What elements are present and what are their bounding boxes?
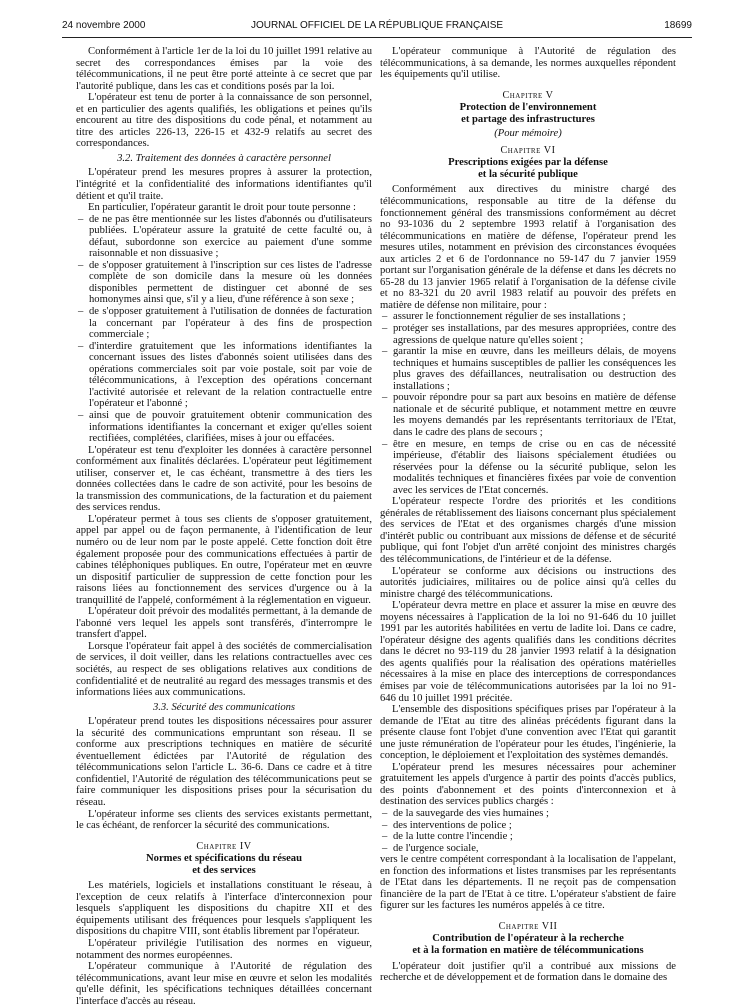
chapter-heading: Chapitre IV (196, 840, 252, 852)
paragraph: L'opérateur se conforme aux décisions ou instructions des autorités judiciaires, militaires ou de police ainsi qu'à celles du ministre chargé des télécommunications. (380, 565, 676, 600)
chapter-title-line: Contribution de l'opérateur à la recherche (432, 933, 624, 945)
list-item: – d'interdire gratuitement que les informations identifiantes la concernant issues des listes d'abonnés soient utilisées dans des opérations commerciales soit par voie postale, soit par voie de télécommunications, à l'exception des opérations concernant l'activité autorisée et relevant de la relation contractuelle entre l'opérateur et l'abonné ; (76, 341, 372, 410)
paragraph: L'opérateur communique à l'Autorité de régulation des télécommunications, avant leur mise en œuvre et selon les modalités qu'elle définit, les spécifications techniques détaillées concernant l'interface d'accès au réseau. (76, 961, 372, 1007)
chapter-title-line: et partage des infrastructures (461, 113, 595, 125)
chapter-title-line: Normes et spécifications du réseau (146, 853, 302, 865)
memo-note: (Pour mémoire) (494, 128, 562, 140)
header-rule (62, 37, 692, 38)
paragraph: L'opérateur prend les mesures nécessaires pour acheminer gratuitement les appels d'urgence à partir des points d'accès publics, des points d'abonnement et des points d'interconnexion et à destination des services publics chargés : (380, 761, 676, 808)
paragraph: L'opérateur doit prévoir des modalités permettant, à la demande de l'abonné vers lequel les appels sont transférés, d'interrompre le transfert d'appel. (76, 606, 372, 641)
chapter-title-line: et à la formation en matière de télécommunications (412, 945, 644, 957)
emergency-services-list (380, 808, 676, 854)
chapter-title-line: et des services (192, 864, 256, 876)
list-item: – de ne pas être mentionnée sur les listes d'abonnés ou d'utilisateurs publiées. L'opérateur assure la gratuité de cette faculté ou, à défaut, subordonne son exercice au paiement d'une somme raisonnable et non dissuasive ; (76, 214, 372, 260)
paragraph: L'opérateur est tenu d'exploiter les données à caractère personnel conformément aux finalités déclarées. L'opérateur peut légitimement utiliser, conserver et, le cas échéant, transmettre à des tiers les données collectées dans le cadre de son activité, pour les besoins de la transmission des communications, de la facturation et du paiement des services rendus. (76, 444, 372, 514)
paragraph: L'opérateur prend les mesures propres à assurer la protection, l'intégrité et la confidentialité des informations identifiantes qu'il détient et qu'il traite. (76, 167, 372, 202)
chapter-title (380, 157, 676, 180)
list-item: – de l'urgence sociale, (380, 843, 676, 855)
list-item: – être en mesure, en temps de crise ou en cas de nécessité impérieuse, d'établir des liaisons spécialement étudiées ou réservées pour la défense ou la sécurité publique, selon les modalités techniques et financières fixées par voie de convention avec les services de l'Etat concernés. (380, 439, 676, 497)
paragraph: Lorsque l'opérateur fait appel à des sociétés de commercialisation de services, il doit veiller, dans les relations contractuelles avec ces sociétés, au respect de ses obligations relatives aux conditions de confidentialité et de neutralité au regard des messages transmis et des informations liées aux communications. (76, 640, 372, 699)
paragraph: L'opérateur doit justifier qu'il a contribué aux missions de recherche et de développement et de formation dans le domaine des (380, 960, 676, 984)
paragraph: L'opérateur devra mettre en place et assurer la mise en œuvre des moyens nécessaires à l'application de la loi no 91-646 du 10 juillet 1991 par les autorités habilitées en vertu de ladite loi. Dans ce cadre, l'opérateur désigne des agents qualifiés dans les conditions décrites dans le décret no 93-119 du 28 janvier 1993 relatif à la désignation des agents qualifiés pour la réalisation des opérations matérielles nécessaires à la mise en place des interceptions de correspondances émises par voie de télécommunications autorisées par la loi no 91-646 du 10 juillet 1991 précitée. (380, 600, 676, 704)
chapter-heading: Chapitre VI (500, 144, 556, 156)
paragraph: L'opérateur est tenu de porter à la connaissance de son personnel, et en particulier des agents qualifiés, les obligations et peines qu'ils encourent au titre des dispositions du code pénal, et notamment au titre des articles 226-13, 226-15 et 432-9 relatifs au secret des correspondances. (76, 92, 372, 150)
left-column (76, 46, 372, 1007)
section-heading: 3.3. Sécurité des communications (152, 701, 296, 713)
chapter-title-line: Prescriptions exigées par la défense (448, 157, 608, 169)
header-journal-title: JOURNAL OFFICIEL DE LA RÉPUBLIQUE FRANÇAISE (250, 20, 504, 31)
paragraph: L'opérateur prend toutes les dispositions nécessaires pour assurer la sécurité des communications empruntant son réseau. Il se conforme aux prescriptions techniques en matière de sécurité éventuellement édictées par l'Autorité de régulation des télécommunications selon l'article L. 36-6. Dans ce cadre et à titre confidentiel, l'Autorité de régulation des télécommunications peut se faire communiquer les dispositions prises pour la sécurisation du réseau. (76, 716, 372, 808)
list-item: – ainsi que de pouvoir gratuitement obtenir communication des informations identifiantes la concernant et exiger qu'elles soient rectifiées, complétées, clarifiées, mises à jour ou effacées. (76, 410, 372, 445)
list-item: – protéger ses installations, par des mesures appropriées, contre des agressions de quelque nature qu'elles soient ; (380, 323, 676, 346)
paragraph: En particulier, l'opérateur garantit le droit pour toute personne : (88, 202, 356, 214)
paragraph: L'ensemble des dispositions spécifiques prises par l'opérateur à la demande de l'Etat au titre des alinéas précédents figurant dans la présente clause font l'objet d'une convention avec l'Etat qui garantit une juste rémunération de l'opérateur pour les études, l'ingénierie, la conception, le déploiement et l'exploitation des systèmes demandés. (380, 704, 676, 762)
list-item: – de la sauvegarde des vies humaines ; (380, 808, 676, 820)
paragraph: L'opérateur informe ses clients des services existants permettant, le cas échéant, de renforcer la sécurité des communications. (76, 808, 372, 832)
paragraph: Conformément aux directives du ministre chargé des télécommunications, responsable au titre de la défense du fonctionnement général des transmissions conformément au décret no 93-1036 du 2 septembre 1993 relatif à l'organisation des télécommunications en matière de défense, l'opérateur prend les mesures utiles, notamment en prévision des circonstances évoquées aux articles 2 et 6 de l'ordonnance no 59-147 du 7 janvier 1959 portant sur l'organisation générale de la défense et dans les décrets no 65-28 du 13 janvier 1965 relatif à l'organisation de la défense civile et no 83-321 du 20 avril 1983 relatif au pouvoir des préfets en matière de défense non militaire, pour : (380, 184, 676, 311)
list-item: – des interventions de police ; (380, 820, 676, 832)
list-item: – de s'opposer gratuitement à l'utilisation de données de facturation la concernant par l'opérateur à des fins de prospection commerciale ; (76, 306, 372, 341)
chapter-title (76, 853, 372, 876)
chapter-title (380, 933, 676, 956)
header-page-number: 18699 (664, 20, 692, 31)
list-item: – assurer le fonctionnement régulier de ses installations ; (380, 311, 676, 323)
list-item: – pouvoir répondre pour sa part aux besoins en matière de défense nationale et de sécurité publique, et notamment mettre en œuvre les moyens demandés par les représentants territoriaux de l'Etat, dans le cadre des plans de secours ; (380, 392, 676, 438)
list-item: – de s'opposer gratuitement à l'inscription sur ces listes de l'adresse complète de son domicile dans la mesure où les données disponibles permettent de distinguer cet abonné de ses homonymes ainsi que, s'il y a lieu, d'une référence à son sexe ; (76, 260, 372, 306)
paragraph: vers le centre compétent correspondant à la localisation de l'appelant, en fonction des informations et listes transmises par les représentants de l'Etat dans les départements. Il ne reçoit pas de compensation financière de la part de l'Etat à ce titre. L'opérateur s'abstient de faire figurer sur les factures les numéros appelés à ce titre. (380, 854, 676, 912)
chapter-title-line: et la sécurité publique (478, 168, 578, 180)
chapter-heading: Chapitre V (502, 89, 554, 101)
paragraph: L'opérateur privilégie l'utilisation des normes en vigueur, notamment des normes européennes. (76, 938, 372, 961)
page-header (62, 20, 692, 34)
paragraph: L'opérateur communique à l'Autorité de régulation des télécommunications, à sa demande, les normes auxquelles répondent les équipements qu'il utilise. (380, 46, 676, 81)
list-item: – de la lutte contre l'incendie ; (380, 831, 676, 843)
right-column (380, 46, 676, 984)
chapter-title-line: Protection de l'environnement (459, 102, 597, 114)
paragraph: Conformément à l'article 1er de la loi du 10 juillet 1991 relative au secret des correspondances émises par la voie des télécommunications, il ne peut être porté atteinte à ce secret que par l'autorité publique, dans les cas et conditions posés par la loi. (76, 46, 372, 92)
paragraph: L'opérateur permet à tous ses clients de s'opposer gratuitement, appel par appel ou de façon permanente, à l'identification de leur numéro ou de leur nom par le poste appelé. Cette fonction doit être également proposée pour des communications effectuées à partir de cabines téléphoniques publiques. En outre, l'opérateur met en œuvre un dispositif particulier de suppression de cette fonction pour les raisons liées au fonctionnement des services d'urgence ou à la tranquillité de l'appelé, conformément à la réglementation en vigueur. (76, 513, 372, 606)
header-date: 24 novembre 2000 (62, 20, 146, 31)
chapter-heading: Chapitre VII (498, 920, 558, 932)
chapter-title (380, 102, 676, 125)
section-heading: 3.2. Traitement des données à caractère personnel (117, 152, 331, 164)
defense-measures-list (380, 311, 676, 496)
rights-list (76, 214, 372, 445)
list-item: – garantir la mise en œuvre, dans les meilleurs délais, de moyens techniques et humains susceptibles de pallier les conséquences les plus graves des défaillances, neutralisation ou destruction des installations ; (380, 346, 676, 392)
paragraph: Les matériels, logiciels et installations constituant le réseau, à l'exception de ceux relatifs à l'interface d'interconnexion pour lesquels s'appliquent les dispositions du chapitre XII et des équipements utilisant des fréquences pour lesquels s'appliquent les dispositions du chapitre VIII, sont établis librement par l'opérateur. (76, 880, 372, 938)
paragraph: L'opérateur respecte l'ordre des priorités et les conditions générales de rétablissement des liaisons concernant plus spécialement des services de l'Etat et des organismes chargés d'une mission d'intérêt public ou contribuant aux missions de défense et de sécurité publique, qui font l'objet d'un arrêté conjoint des ministres chargés des télécommunications, de l'intérieur et de la défense. (380, 496, 676, 565)
